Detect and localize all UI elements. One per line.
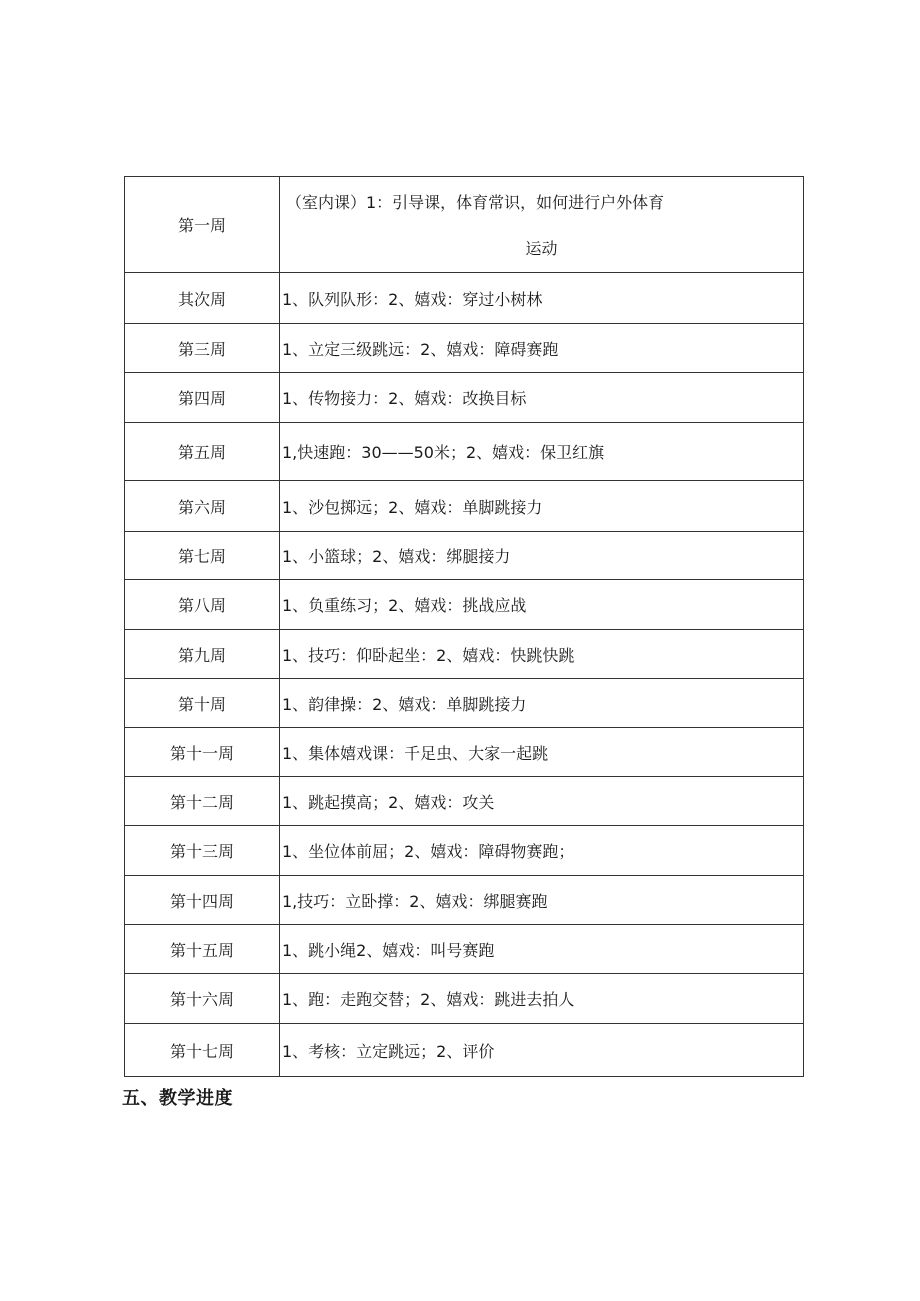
week-label: 第八周 (125, 580, 280, 630)
week-content: 1,技巧：立卧撑：2、嬉戏：绑腿赛跑 (280, 876, 804, 925)
week-label: 第十二周 (125, 777, 280, 826)
week-label: 第十一周 (125, 728, 280, 777)
table-row (125, 481, 804, 532)
weekly-schedule-table (124, 176, 804, 1077)
week-content: 1、坐位体前屈；2、嬉戏：障碍物赛跑； (280, 826, 804, 876)
week-label: 第七周 (125, 532, 280, 580)
week-label: 第四周 (125, 373, 280, 423)
week-content: 1、小篮球；2、嬉戏：绑腿接力 (280, 532, 804, 580)
week-label: 第五周 (125, 423, 280, 481)
week-label: 第十四周 (125, 876, 280, 925)
week-content: 1,快速跑：30——50米；2、嬉戏：保卫红旗 (280, 423, 804, 481)
week-label: 第十七周 (125, 1024, 280, 1077)
week-content: 1、立定三级跳远：2、嬉戏：障碍赛跑 (280, 324, 804, 373)
table-row (125, 728, 804, 777)
table-row (125, 876, 804, 925)
week-content (280, 177, 804, 273)
table-row (125, 324, 804, 373)
table-row (125, 925, 804, 974)
week-label: 第十三周 (125, 826, 280, 876)
week-content: 1、负重练习；2、嬉戏：挑战应战 (280, 580, 804, 630)
table-row (125, 273, 804, 324)
week-content: 1、跳小绳2、嬉戏：叫号赛跑 (280, 925, 804, 974)
table-row (125, 1024, 804, 1077)
table-row (125, 826, 804, 876)
week-label: 第十六周 (125, 974, 280, 1024)
table-row (125, 532, 804, 580)
table-row (125, 630, 804, 679)
week-content: 1、沙包掷远；2、嬉戏：单脚跳接力 (280, 481, 804, 532)
table-row (125, 679, 804, 728)
week-label: 第三周 (125, 324, 280, 373)
week-content: 1、技巧：仰卧起坐：2、嬉戏：快跳快跳 (280, 630, 804, 679)
week-content: 1、集体嬉戏课：千足虫、大家一起跳 (280, 728, 804, 777)
week-label: 第十周 (125, 679, 280, 728)
week-content: 1、考核：立定跳远；2、评价 (280, 1024, 804, 1077)
week-content-line1: （室内课）1：引导课，体育常识，如何进行户外体育 (286, 192, 665, 212)
week-label: 第一周 (125, 177, 280, 273)
week-label: 第十五周 (125, 925, 280, 974)
week-content-line2: 运动 (525, 238, 558, 258)
table-row (125, 423, 804, 481)
week-content: 1、韵律操：2、嬉戏：单脚跳接力 (280, 679, 804, 728)
table-row (125, 580, 804, 630)
week-label: 第六周 (125, 481, 280, 532)
week-content: 1、跳起摸高；2、嬉戏：攻关 (280, 777, 804, 826)
week-content: 1、传物接力：2、嬉戏：改换目标 (280, 373, 804, 423)
table-row (125, 373, 804, 423)
week-content: 1、队列队形：2、嬉戏：穿过小树林 (280, 273, 804, 324)
week-label: 第九周 (125, 630, 280, 679)
table-row (125, 777, 804, 826)
table-row (125, 177, 804, 273)
week-content: 1、跑：走跑交替；2、嬉戏：跳进去拍人 (280, 974, 804, 1024)
table-row (125, 974, 804, 1024)
section-heading: 五、教学进度 (122, 1088, 233, 1109)
week-label: 其次周 (125, 273, 280, 324)
